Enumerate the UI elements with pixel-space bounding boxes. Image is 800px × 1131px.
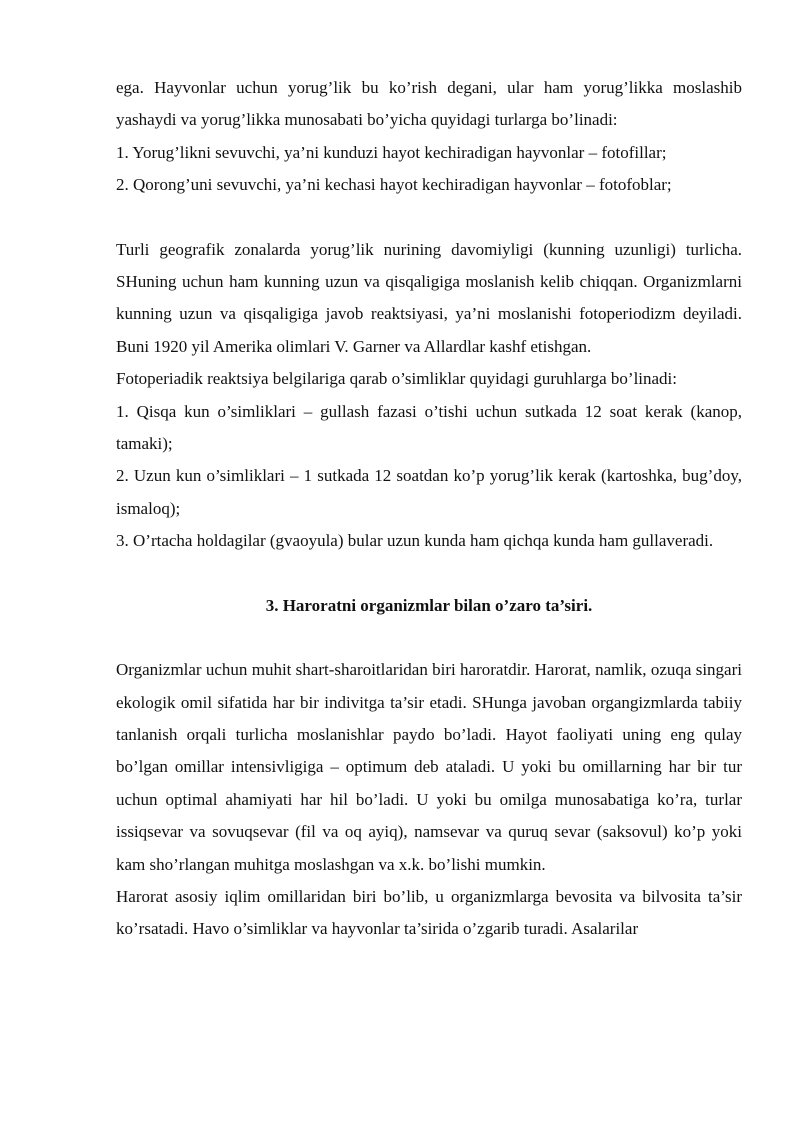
section-heading: 3. Haroratni organizmlar bilan o’zaro ta’siri. <box>265 595 593 615</box>
paragraph-intro: ega. Hayvonlar uchun yorug’lik bu ko’rish degani, ular ham yorug’likka moslashib yashaydi va yorug’likka munosabati bo’yicha quyidagi turlarga bo’linadi: <box>116 78 742 130</box>
list-item-animal-2: 2. Qorong’uni sevuvchi, ya’ni kechasi hayot kechiradigan hayvonlar – fotofoblar; <box>116 175 672 195</box>
list-item-plant-3: 3. O’rtacha holdagilar (gvaoyula) bular uzun kunda ham qichqa kunda ham gullaveradi. <box>116 531 714 551</box>
paragraph-photoperiod: Turli geografik zonalarda yorug’lik nurining davomiyligi (kunning uzunligi) turlicha. SHuning uchun ham kunning uzun va qisqaligiga moslanish kelib chiqqan. Organizmlarni kunning uzun va qisqaligiga javob reaktsiyasi, ya’ni moslanishi fotoperiodizm deyiladi. Buni 1920 yil Amerika olimlari V. Garner va Allardlar kashf etishgan. <box>116 239 742 356</box>
list-item-plant-2: 2. Uzun kun o’simliklari – 1 sutkada 12 soatdan ko’p yorug’lik kerak (kartoshka, bug’doy, ismaloq); <box>116 466 742 518</box>
list-item-plant-1: 1. Qisqa kun o’simliklari – gullash fazasi o’tishi uchun sutkada 12 soat kerak (kanop, tamaki); <box>116 401 742 454</box>
blank-line <box>116 202 742 234</box>
paragraph-groups-intro: Fotoperiadik reaktsiya belgilariga qarab o’simliklar quyidagi guruhlarga bo’linadi: <box>116 369 678 389</box>
list-item-animal-1: 1. Yorug’likni sevuvchi, ya’ni kunduzi hayot kechiradigan hayvonlar – fotofillar; <box>116 142 667 162</box>
paragraph-climate: Harorat asosiy iqlim omillaridan biri bo’lib, u organizmlarga bevosita va bilvosita ta’sir ko’rsatadi. Havo o’simliklar va hayvonlar ta’sirida o’zgarib turadi. Asalarilar <box>116 886 742 939</box>
paragraph-temperature: Organizmlar uchun muhit shart-sharoitlaridan biri haroratdir. Harorat, namlik, ozuqa singari ekologik omil sifatida har bir indivitga ta’sir etadi. SHunga javoban organgizmlarda tabiiy tanlanish orqali turlicha moslanishlar paydo bo’ladi. Hayot faoliyati uning eng qulay bo’lgan omillar intensivligiga – optimum deb ataladi. U yoki bu omillarning har bir tur uchun optimal ahamiyati har hil bo’ladi. U yoki bu omilga munosabatiga ko’ra, turlar issiqsevar va sovuqsevar (fil va oq ayiq), namsevar va quruq sevar (saksovul) ko’p yoki kam sho’rlangan muhitga moslashgan va x.k. bo’lishi mumkin. <box>116 660 742 874</box>
blank-line <box>116 558 742 590</box>
blank-line <box>116 622 742 654</box>
